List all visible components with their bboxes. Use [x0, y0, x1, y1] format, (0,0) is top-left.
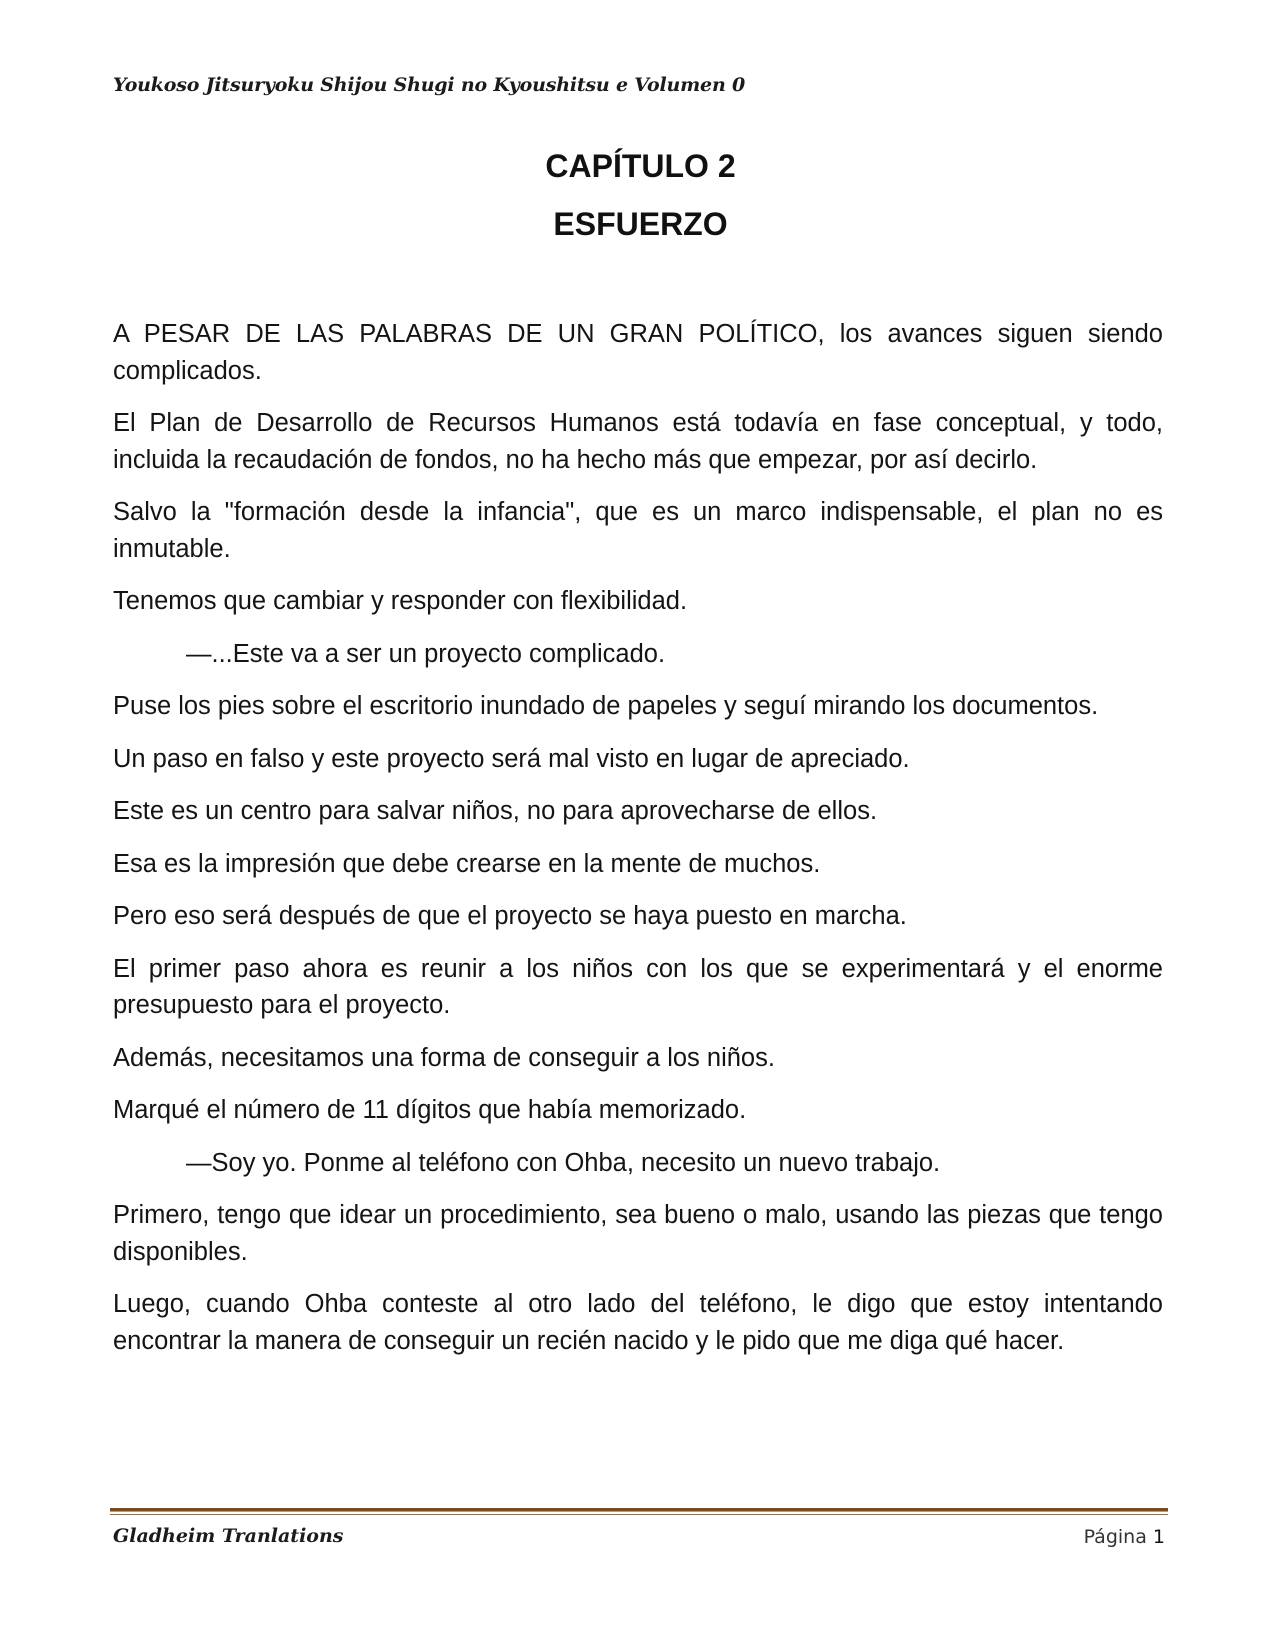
paragraph: Primero, tengo que idear un procedimiento, sea bueno o malo, usando las piezas que tengo disponibles.	[113, 1201, 1163, 1266]
page-number-value: 1	[1152, 1526, 1165, 1548]
paragraph: Marqué el número de 11 dígitos que había memorizado.	[113, 1096, 747, 1124]
paragraph: Salvo la "formación desde la infancia", que es un marco indispensable, el plan no es inmutable.	[113, 498, 1163, 563]
paragraph: Luego, cuando Ohba conteste al otro lado del teléfono, le digo que estoy intentando encontrar la manera de conseguir un recién nacido y le pido que me diga qué hacer.	[113, 1290, 1163, 1355]
paragraph: Pero eso será después de que el proyecto se haya puesto en marcha.	[113, 902, 907, 930]
paragraph: Además, necesitamos una forma de conseguir a los niños.	[113, 1043, 775, 1072]
page-number	[1084, 1526, 1165, 1548]
chapter-title: ESFUERZO	[553, 206, 728, 242]
chapter-number: CAPÍTULO 2	[545, 148, 736, 184]
paragraph: El Plan de Desarrollo de Recursos Humanos está todavía en fase conceptual, y todo, incluida la recaudación de fondos, no ha hecho más que empezar, por así decirlo.	[113, 409, 1163, 474]
paragraph: Esa es la impresión que debe crearse en la mente de muchos.	[113, 849, 821, 878]
paragraph: Este es un centro para salvar niños, no para aprovecharse de ellos.	[113, 797, 878, 825]
dialog-line: —...Este va a ser un proyecto complicado.	[186, 639, 666, 668]
footer-publisher: Gladheim Tranlations	[113, 1525, 344, 1547]
paragraph: Un paso en falso y este proyecto será mal visto en lugar de apreciado.	[113, 744, 910, 773]
paragraph: Tenemos que cambiar y responder con flexibilidad.	[113, 587, 688, 615]
paragraph: Puse los pies sobre el escritorio inundado de papeles y seguí mirando los documentos.	[113, 692, 1099, 720]
paragraph: A PESAR DE LAS PALABRAS DE UN GRAN POLÍTICO, los avances siguen siendo complicados.	[113, 320, 1163, 385]
footer-divider-thin	[110, 1514, 1168, 1515]
paragraph: El primer paso ahora es reunir a los niños con los que se experimentará y el enorme presupuesto para el proyecto.	[113, 954, 1163, 1019]
page-label: Página	[1083, 1526, 1147, 1548]
dialog-line: —Soy yo. Ponme al teléfono con Ohba, necesito un nuevo trabajo.	[186, 1148, 941, 1177]
footer-divider	[110, 1508, 1168, 1512]
body-text	[113, 316, 1163, 1375]
running-header: Youkoso Jitsuryoku Shijou Shugi no Kyoushitsu e Volumen 0	[113, 74, 745, 96]
